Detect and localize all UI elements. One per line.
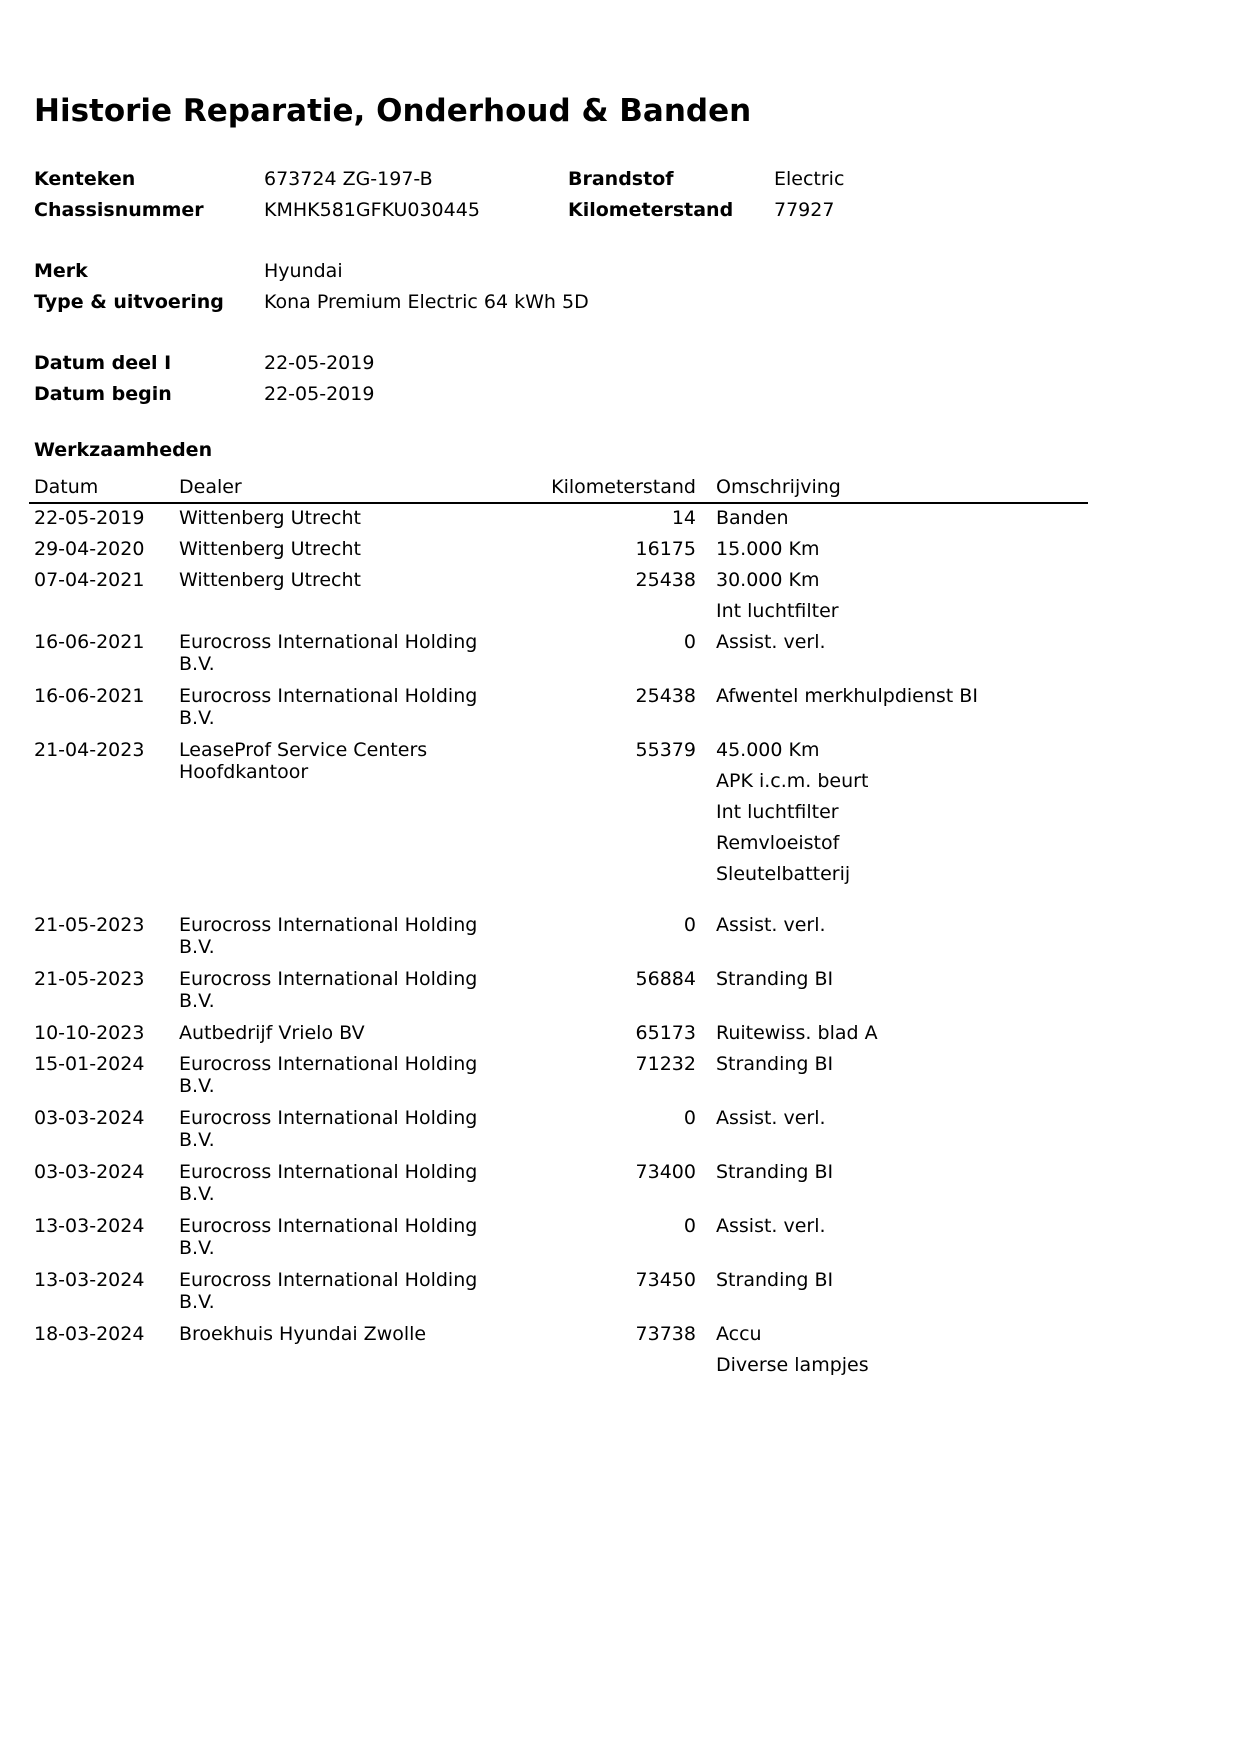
kilometerstand-value: 77927 bbox=[774, 199, 835, 221]
row-dealer: B.V. bbox=[179, 1129, 215, 1151]
row-dealer: B.V. bbox=[179, 990, 215, 1012]
row-date: 21-04-2023 bbox=[34, 739, 145, 761]
row-omschrijving: Stranding BI bbox=[716, 1161, 834, 1183]
row-dealer: Wittenberg Utrecht bbox=[179, 538, 361, 560]
row-omschrijving: Banden bbox=[716, 507, 789, 529]
row-date: 03-03-2024 bbox=[34, 1161, 145, 1183]
row-omschrijving: Remvloeistof bbox=[716, 832, 840, 854]
row-dealer: B.V. bbox=[179, 1237, 215, 1259]
row-dealer: Eurocross International Holding bbox=[179, 631, 478, 653]
row-date: 16-06-2021 bbox=[34, 631, 145, 653]
row-dealer: Wittenberg Utrecht bbox=[179, 507, 361, 529]
row-dealer: Autbedrijf Vrielo BV bbox=[179, 1022, 365, 1044]
type-label: Type & uitvoering bbox=[34, 291, 224, 313]
row-date: 13-03-2024 bbox=[34, 1215, 145, 1237]
row-date: 21-05-2023 bbox=[34, 968, 145, 990]
row-kilometerstand: 0 bbox=[683, 631, 696, 653]
kilometerstand-label: Kilometerstand bbox=[568, 199, 734, 221]
row-dealer: Hoofdkantoor bbox=[179, 761, 309, 783]
row-omschrijving: Assist. verl. bbox=[716, 1215, 826, 1237]
datum-deel-value: 22-05-2019 bbox=[264, 352, 375, 374]
row-date: 07-04-2021 bbox=[34, 569, 145, 591]
row-kilometerstand: 16175 bbox=[635, 538, 696, 560]
row-date: 13-03-2024 bbox=[34, 1269, 145, 1291]
row-omschrijving: 30.000 Km bbox=[716, 569, 820, 591]
row-dealer: B.V. bbox=[179, 653, 215, 675]
row-omschrijving: Assist. verl. bbox=[716, 914, 826, 936]
column-header-omschrijving: Omschrijving bbox=[716, 476, 841, 498]
row-dealer: Eurocross International Holding bbox=[179, 685, 478, 707]
row-kilometerstand: 73450 bbox=[635, 1269, 696, 1291]
kenteken-label: Kenteken bbox=[34, 168, 136, 190]
datum-deel-label: Datum deel I bbox=[34, 352, 172, 374]
row-omschrijving: Stranding BI bbox=[716, 1269, 834, 1291]
row-dealer: Eurocross International Holding bbox=[179, 968, 478, 990]
row-kilometerstand: 14 bbox=[671, 507, 696, 529]
row-dealer: B.V. bbox=[179, 936, 215, 958]
datum-begin-label: Datum begin bbox=[34, 383, 172, 405]
column-header-kilometerstand: Kilometerstand bbox=[551, 476, 696, 498]
column-header-datum: Datum bbox=[34, 476, 99, 498]
row-omschrijving: APK i.c.m. beurt bbox=[716, 770, 869, 792]
row-kilometerstand: 65173 bbox=[635, 1022, 696, 1044]
merk-value: Hyundai bbox=[264, 260, 343, 282]
chassis-value: KMHK581GFKU030445 bbox=[264, 199, 480, 221]
row-dealer: B.V. bbox=[179, 707, 215, 729]
row-kilometerstand: 73738 bbox=[635, 1323, 696, 1345]
row-kilometerstand: 71232 bbox=[635, 1053, 696, 1075]
row-dealer: Eurocross International Holding bbox=[179, 1269, 478, 1291]
row-date: 15-01-2024 bbox=[34, 1053, 145, 1075]
row-omschrijving: Assist. verl. bbox=[716, 1107, 826, 1129]
row-omschrijving: 15.000 Km bbox=[716, 538, 820, 560]
chassis-label: Chassisnummer bbox=[34, 199, 204, 221]
row-dealer: Eurocross International Holding bbox=[179, 1161, 478, 1183]
row-omschrijving: Int luchtfilter bbox=[716, 600, 839, 622]
row-omschrijving: Afwentel merkhulpdienst BI bbox=[716, 685, 978, 707]
row-date: 10-10-2023 bbox=[34, 1022, 145, 1044]
row-dealer: Eurocross International Holding bbox=[179, 914, 478, 936]
column-header-dealer: Dealer bbox=[179, 476, 242, 498]
row-kilometerstand: 0 bbox=[683, 914, 696, 936]
row-omschrijving: Sleutelbatterij bbox=[716, 863, 851, 885]
row-date: 22-05-2019 bbox=[34, 507, 145, 529]
row-omschrijving: Diverse lampjes bbox=[716, 1354, 869, 1376]
row-dealer: Eurocross International Holding bbox=[179, 1107, 478, 1129]
row-omschrijving: 45.000 Km bbox=[716, 739, 820, 761]
row-kilometerstand: 25438 bbox=[635, 685, 696, 707]
row-date: 29-04-2020 bbox=[34, 538, 145, 560]
page-title: Historie Reparatie, Onderhoud & Banden bbox=[34, 93, 752, 129]
datum-begin-value: 22-05-2019 bbox=[264, 383, 375, 405]
row-dealer: B.V. bbox=[179, 1183, 215, 1205]
row-date: 21-05-2023 bbox=[34, 914, 145, 936]
header-divider bbox=[29, 502, 1088, 504]
type-value: Kona Premium Electric 64 kWh 5D bbox=[264, 291, 589, 313]
row-kilometerstand: 56884 bbox=[635, 968, 696, 990]
row-omschrijving: Stranding BI bbox=[716, 968, 834, 990]
kenteken-value: 673724 ZG-197-B bbox=[264, 168, 433, 190]
row-dealer: Wittenberg Utrecht bbox=[179, 569, 361, 591]
row-dealer: LeaseProf Service Centers bbox=[179, 739, 428, 761]
row-kilometerstand: 55379 bbox=[635, 739, 696, 761]
row-dealer: Broekhuis Hyundai Zwolle bbox=[179, 1323, 427, 1345]
row-omschrijving: Accu bbox=[716, 1323, 762, 1345]
brandstof-label: Brandstof bbox=[568, 168, 674, 190]
merk-label: Merk bbox=[34, 260, 88, 282]
row-dealer: Eurocross International Holding bbox=[179, 1215, 478, 1237]
row-dealer: B.V. bbox=[179, 1291, 215, 1313]
row-omschrijving: Int luchtfilter bbox=[716, 801, 839, 823]
row-kilometerstand: 25438 bbox=[635, 569, 696, 591]
row-omschrijving: Assist. verl. bbox=[716, 631, 826, 653]
row-kilometerstand: 73400 bbox=[635, 1161, 696, 1183]
row-kilometerstand: 0 bbox=[683, 1107, 696, 1129]
row-omschrijving: Stranding BI bbox=[716, 1053, 834, 1075]
row-date: 03-03-2024 bbox=[34, 1107, 145, 1129]
row-date: 18-03-2024 bbox=[34, 1323, 145, 1345]
row-omschrijving: Ruitewiss. blad A bbox=[716, 1022, 878, 1044]
row-dealer: Eurocross International Holding bbox=[179, 1053, 478, 1075]
row-date: 16-06-2021 bbox=[34, 685, 145, 707]
row-kilometerstand: 0 bbox=[683, 1215, 696, 1237]
section-heading: Werkzaamheden bbox=[34, 439, 213, 461]
row-dealer: B.V. bbox=[179, 1075, 215, 1097]
brandstof-value: Electric bbox=[774, 168, 845, 190]
